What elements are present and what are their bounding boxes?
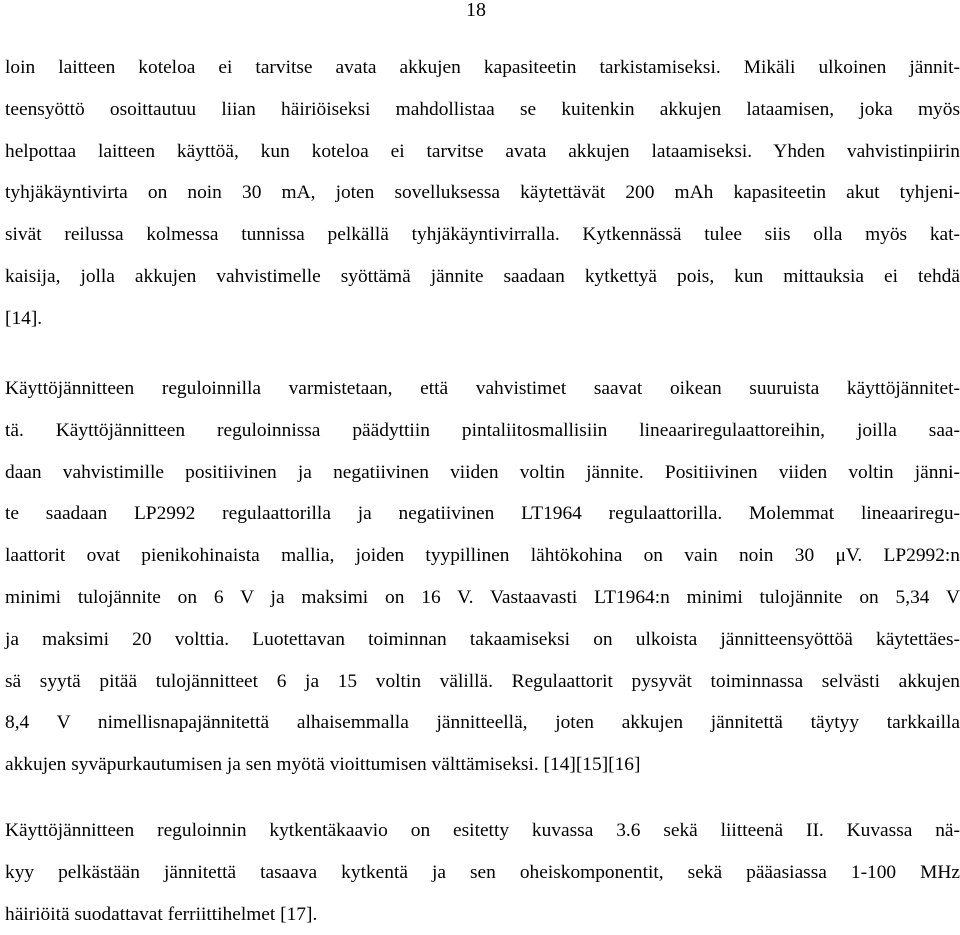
text-line: kyy pelkästään jännitettä tasaava kytkentä ja sen oheiskomponentit, sekä pääasiassa 1-100 MHz: [5, 861, 960, 883]
text-line: teensyöttö osoittautuu liian häiriöiseksi mahdollistaa se kuitenkin akkujen lataamisen, joka myös: [5, 98, 960, 120]
text-line: tä. Käyttöjännitteen reguloinnissa päädyttiin pintaliitosmallisiin lineaariregulaattoreihin, joilla saa-: [5, 419, 960, 441]
text-line: helpottaa laitteen käyttöä, kun koteloa ei tarvitse avata akkujen lataamiseksi. Yhden vahvistinpiirin: [5, 140, 960, 162]
text-line: te saadaan LP2992 regulaattorilla ja negatiivinen LT1964 regulaattorilla. Molemmat lineaariregu-: [5, 503, 960, 525]
text-line: sä syytä pitää tulojännitteet 6 ja 15 voltin välillä. Regulaattorit pysyvät toiminnassa selvästi akkujen: [5, 670, 960, 692]
text-line: [14].: [5, 307, 43, 329]
text-line: Käyttöjännitteen reguloinnin kytkentäkaavio on esitetty kuvassa 3.6 sekä liitteenä II. Kuvassa nä-: [5, 820, 960, 841]
paragraph-battery-charging: [5, 47, 960, 340]
text-line: 8,4 V nimellisnapajännitettä alhaisemmalla jännitteellä, joten akkujen jännitettä täytyy tarkkailla: [5, 712, 960, 734]
text-line: minimi tulojännite on 6 V ja maksimi on 16 V. Vastaavasti LT1964:n minimi tulojännite on 5,34 V: [5, 586, 960, 608]
text-line: häiriöitä suodattavat ferriittihelmet [17].: [5, 903, 318, 925]
text-line: tyhjäkäyntivirta on noin 30 mA, joten sovelluksessa käytettävät 200 mAh kapasiteetin akut tyhjeni-: [5, 182, 960, 204]
text-line: loin laitteen koteloa ei tarvitse avata akkujen kapasiteetin tarkistamiseksi. Mikäli ulkoinen jännit-: [5, 57, 960, 78]
text-line: sivät reilussa kolmessa tunnissa pelkällä tyhjäkäyntivirralla. Kytkennässä tulee siis olla myös kat-: [5, 224, 960, 246]
text-line: kaisija, jolla akkujen vahvistimelle syöttämä jännite saadaan kytkettyä pois, kun mittauksia ei tehdä: [5, 265, 960, 287]
text-line: laattorit ovat pienikohinaista mallia, joiden tyypillinen lähtökohina on vain noin 30 μV. LP2992:n: [5, 545, 960, 567]
text-line: daan vahvistimille positiivinen ja negatiivinen viiden voltin jännite. Positiivinen viiden voltin jänni-: [5, 461, 960, 483]
paragraph-circuit-diagram: [5, 810, 960, 935]
page-number: 18: [466, 0, 486, 21]
text-line: akkujen syväpurkautumisen ja sen myötä vioittumisen välttämiseksi. [14][15][16]: [5, 754, 641, 776]
text-line: ja maksimi 20 volttia. Luotettavan toiminnan takaamiseksi on ulkoista jännitteensyöttöä käytettäes-: [5, 628, 960, 650]
text-line: Käyttöjännitteen reguloinnilla varmistetaan, että vahvistimet saavat oikean suuruista käyttöjännitet-: [5, 378, 960, 399]
paragraph-voltage-regulation: [5, 368, 960, 786]
